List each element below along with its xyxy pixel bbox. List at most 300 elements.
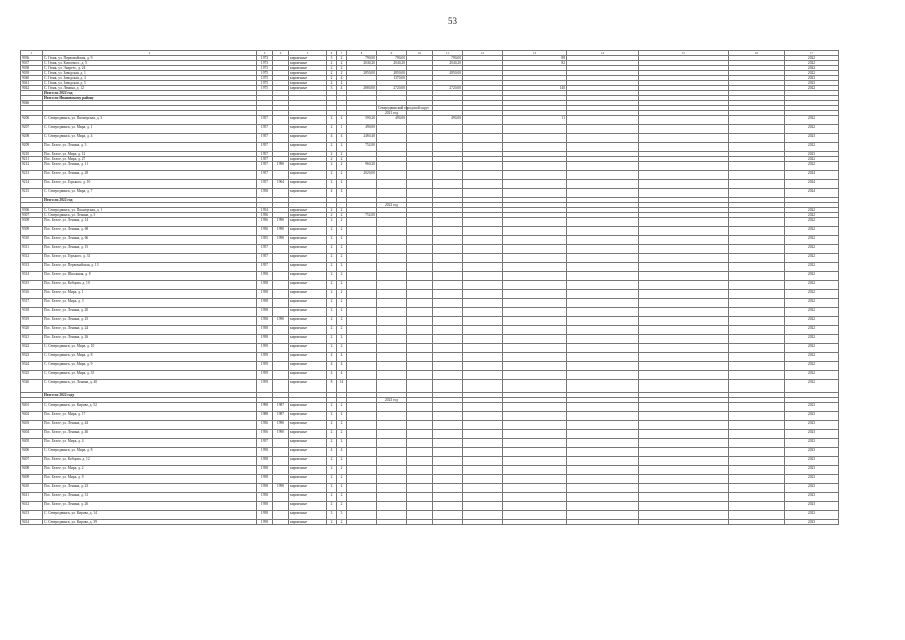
- table-cell: кирпичные: [289, 484, 327, 493]
- table-cell: Пос. Белое, ул. Ленина, д. 20: [43, 308, 257, 317]
- table-cell: [639, 493, 729, 502]
- table-cell: [407, 520, 433, 525]
- table-row: [21, 254, 839, 263]
- table-cell: С. Северодвинск, ул. Мира, д. 9: [43, 362, 257, 371]
- table-cell: 2022: [785, 317, 839, 326]
- table-cell: Пос. Белое, ул. Кобцова, д. 12: [43, 457, 257, 466]
- table-cell: [377, 171, 407, 180]
- table-cell: [503, 317, 567, 326]
- table-cell: [503, 493, 567, 502]
- table-cell: С. Северодвинск, ул. Кирова, д. 14: [43, 511, 257, 520]
- table-cell: Итого по Ивановскому району: [43, 96, 257, 101]
- table-cell: [729, 335, 785, 344]
- table-cell: 2: [337, 475, 347, 484]
- table-cell: Пос. Белое, ул. Мира, д. 9: [43, 475, 257, 484]
- table-cell: [407, 412, 433, 421]
- table-cell: 1959: [257, 353, 273, 362]
- table-cell: Итого по 2022 год: [43, 91, 257, 96]
- table-cell: [433, 245, 463, 254]
- table-cell: [639, 466, 729, 475]
- table-cell: 2: [327, 403, 337, 412]
- table-row: [21, 335, 839, 344]
- table-cell: [463, 484, 503, 493]
- table-cell: 2: [327, 208, 337, 213]
- table-cell: 1973: [257, 56, 273, 61]
- table-cell: [567, 281, 639, 290]
- page-number: 53: [448, 16, 457, 26]
- table-cell: 2: [327, 245, 337, 254]
- table-cell: [273, 290, 289, 299]
- table-cell: [463, 421, 503, 430]
- table-cell: [407, 362, 433, 371]
- table-cell: 2022: [785, 86, 839, 91]
- table-cell: 9325: [21, 371, 43, 380]
- table-cell: [639, 245, 729, 254]
- table-cell: [273, 272, 289, 281]
- table-cell: [407, 448, 433, 457]
- table-cell: [407, 281, 433, 290]
- table-cell: [639, 326, 729, 335]
- table-cell: [273, 171, 289, 180]
- table-cell: 2022: [785, 56, 839, 61]
- table-cell: 1957: [257, 439, 273, 448]
- table-cell: кирпичные: [289, 493, 327, 502]
- table-row: [21, 236, 839, 245]
- table-cell: 1998: [257, 403, 273, 412]
- table-cell: [503, 511, 567, 520]
- table-cell: [729, 466, 785, 475]
- table-cell: Пос. Белое, ул. Кобцова, д. 10: [43, 281, 257, 290]
- table-cell: 2: [337, 71, 347, 76]
- table-cell: [639, 371, 729, 380]
- table-cell: 2: [337, 218, 347, 227]
- table-cell: [503, 448, 567, 457]
- table-cell: кирпичные: [289, 430, 327, 439]
- table-cell: Пос. Белое, ул. Первомайская, д. 13: [43, 263, 257, 272]
- table-cell: С. Северодвинск, ул. Пионерская, д. 1: [43, 208, 257, 213]
- table-cell: [377, 430, 407, 439]
- table-cell: [639, 430, 729, 439]
- table-cell: [567, 171, 639, 180]
- table-cell: кирпичные: [289, 189, 327, 198]
- table-cell: [503, 484, 567, 493]
- table-cell: [503, 134, 567, 143]
- table-cell: [639, 439, 729, 448]
- table-cell: [463, 466, 503, 475]
- table-cell: [503, 344, 567, 353]
- column-number: 12: [463, 51, 503, 56]
- table-cell: [407, 308, 433, 317]
- table-cell: 1957: [257, 125, 273, 134]
- table-cell: 1958: [257, 326, 273, 335]
- table-cell: [639, 281, 729, 290]
- table-cell: [503, 218, 567, 227]
- table-cell: кирпичные: [289, 71, 327, 76]
- table-cell: [377, 218, 407, 227]
- table-cell: 9404: [21, 430, 43, 439]
- table-cell: 490,00: [347, 125, 377, 134]
- table-cell: [567, 412, 639, 421]
- table-cell: 2022: [785, 344, 839, 353]
- table-cell: 4: [337, 371, 347, 380]
- table-cell: [273, 335, 289, 344]
- table-row: [21, 511, 839, 520]
- table-cell: [433, 520, 463, 525]
- table-cell: 1958: [257, 281, 273, 290]
- table-cell: [463, 448, 503, 457]
- table-cell: 9408: [21, 466, 43, 475]
- table-cell: [567, 335, 639, 344]
- table-cell: [503, 162, 567, 171]
- table-cell: [729, 180, 785, 189]
- table-row: [21, 218, 839, 227]
- table-cell: 2: [337, 180, 347, 189]
- table-cell: 2: [337, 162, 347, 171]
- table-cell: [347, 290, 377, 299]
- table-cell: [567, 353, 639, 362]
- table-cell: С. Северодвинск, ул. Пионерская, д. 3: [43, 116, 257, 125]
- table-cell: [729, 520, 785, 525]
- table-cell: 2: [327, 143, 337, 152]
- table-cell: 2: [327, 71, 337, 76]
- table-cell: 1957: [257, 162, 273, 171]
- table-cell: кирпичные: [289, 86, 327, 91]
- table-cell: [729, 457, 785, 466]
- table-cell: [433, 371, 463, 380]
- table-cell: [639, 143, 729, 152]
- table-cell: кирпичные: [289, 116, 327, 125]
- table-cell: 4: [327, 371, 337, 380]
- table-cell: 2022: [785, 236, 839, 245]
- table-cell: 1987: [273, 403, 289, 412]
- table-cell: [729, 281, 785, 290]
- table-cell: 2023 год: [377, 398, 407, 403]
- column-number: 5: [289, 51, 327, 56]
- table-cell: [407, 511, 433, 520]
- column-number: 6: [327, 51, 337, 56]
- table-cell: [273, 254, 289, 263]
- table-cell: С. Гюнк, ул. Энергет., д. 24: [43, 66, 257, 71]
- table-cell: [273, 125, 289, 134]
- table-cell: 4: [337, 189, 347, 198]
- table-cell: 1990: [273, 484, 289, 493]
- table-cell: [639, 380, 729, 393]
- table-cell: [463, 227, 503, 236]
- table-cell: С. Северодвинск, ул. Мира, д. 35: [43, 371, 257, 380]
- table-cell: [729, 143, 785, 152]
- table-cell: 9412: [21, 502, 43, 511]
- table-cell: [347, 180, 377, 189]
- table-cell: 2: [327, 502, 337, 511]
- table-cell: 4: [327, 362, 337, 371]
- table-cell: 9215: [21, 189, 43, 198]
- table-cell: 2022: [785, 245, 839, 254]
- table-cell: С. Северодвинск, ул. Ленина, д. 5: [43, 213, 257, 218]
- table-cell: С. Гюнк, ул. Комсомол., д. 5: [43, 61, 257, 66]
- table-cell: [433, 430, 463, 439]
- table-cell: 2: [337, 254, 347, 263]
- table-cell: [503, 439, 567, 448]
- table-cell: 1956: [257, 213, 273, 218]
- table-cell: [433, 484, 463, 493]
- table-cell: 1958: [257, 272, 273, 281]
- table-row: [21, 439, 839, 448]
- table-cell: [463, 218, 503, 227]
- table-cell: 9324: [21, 362, 43, 371]
- table-cell: [347, 412, 377, 421]
- table-cell: 1956: [257, 227, 273, 236]
- table-cell: 2: [337, 281, 347, 290]
- column-number: 17: [785, 51, 839, 56]
- table-cell: [729, 299, 785, 308]
- table-cell: 2850,00: [433, 71, 463, 76]
- table-cell: [729, 218, 785, 227]
- table-cell: 9039: [21, 71, 43, 76]
- table-cell: [347, 457, 377, 466]
- table-cell: 2: [327, 430, 337, 439]
- column-number: 16: [729, 51, 785, 56]
- table-cell: 2: [337, 66, 347, 71]
- table-cell: [377, 335, 407, 344]
- table-cell: 2: [327, 484, 337, 493]
- table-cell: [567, 484, 639, 493]
- table-cell: [463, 290, 503, 299]
- table-cell: кирпичные: [289, 180, 327, 189]
- table-cell: Пос. Белое, ул. Ленина, д. 28: [43, 171, 257, 180]
- table-cell: 9037: [21, 61, 43, 66]
- table-cell: 9306: [21, 208, 43, 213]
- table-cell: кирпичные: [289, 236, 327, 245]
- table-cell: [273, 493, 289, 502]
- table-cell: [567, 448, 639, 457]
- table-cell: 4: [337, 353, 347, 362]
- table-cell: [347, 466, 377, 475]
- table-row: [21, 317, 839, 326]
- table-cell: [273, 520, 289, 525]
- table-cell: кирпичные: [289, 227, 327, 236]
- column-number: 4: [273, 51, 289, 56]
- table-cell: [729, 484, 785, 493]
- table-cell: [567, 254, 639, 263]
- table-cell: 2022: [785, 71, 839, 76]
- table-cell: [463, 281, 503, 290]
- table-cell: [377, 421, 407, 430]
- table-cell: [639, 502, 729, 511]
- table-cell: [567, 116, 639, 125]
- table-cell: [407, 116, 433, 125]
- table-cell: [567, 134, 639, 143]
- table-cell: 1956: [257, 430, 273, 439]
- table-cell: С. Северодвинск, ул. Мира, д. 8: [43, 448, 257, 457]
- table-cell: 2: [337, 493, 347, 502]
- table-cell: кирпичные: [289, 218, 327, 227]
- table-cell: кирпичные: [289, 439, 327, 448]
- table-cell: [377, 457, 407, 466]
- table-cell: [433, 335, 463, 344]
- table-cell: Пос. Белое, ул. Ленина, д. 44: [43, 421, 257, 430]
- table-cell: [433, 511, 463, 520]
- table-cell: 2024: [785, 171, 839, 180]
- table-cell: [639, 308, 729, 317]
- table-cell: [639, 218, 729, 227]
- table-cell: 9040: [21, 76, 43, 81]
- table-cell: 9406: [21, 448, 43, 457]
- table-cell: [463, 308, 503, 317]
- table-cell: [503, 227, 567, 236]
- table-cell: [347, 299, 377, 308]
- table-cell: 2024: [785, 180, 839, 189]
- table-cell: [433, 134, 463, 143]
- table-cell: [433, 227, 463, 236]
- table-cell: [407, 466, 433, 475]
- table-cell: 2: [327, 317, 337, 326]
- table-cell: [407, 180, 433, 189]
- table-cell: кирпичные: [289, 81, 327, 86]
- table-cell: 2: [337, 152, 347, 157]
- table-cell: 2022: [785, 213, 839, 218]
- table-cell: [377, 439, 407, 448]
- table-cell: 9312: [21, 254, 43, 263]
- table-cell: 1973: [257, 61, 273, 66]
- table-cell: 2: [337, 326, 347, 335]
- table-cell: 2720,00: [433, 86, 463, 91]
- table-cell: 9208: [21, 134, 43, 143]
- table-cell: 2: [327, 457, 337, 466]
- table-cell: [273, 353, 289, 362]
- table-row: [21, 281, 839, 290]
- table-cell: 9411: [21, 493, 43, 502]
- table-cell: 2023: [785, 466, 839, 475]
- table-cell: [377, 263, 407, 272]
- table-cell: [503, 180, 567, 189]
- table-row: [21, 180, 839, 189]
- table-cell: [463, 412, 503, 421]
- table-cell: [377, 326, 407, 335]
- table-cell: 752,00: [347, 213, 377, 218]
- table-cell: [273, 134, 289, 143]
- table-cell: С. Гюнк, ул. Ленина, д. 12: [43, 86, 257, 91]
- table-cell: 2: [337, 61, 347, 66]
- table-cell: 4: [327, 189, 337, 198]
- table-cell: [347, 380, 377, 393]
- table-cell: [639, 290, 729, 299]
- column-number: 15: [639, 51, 729, 56]
- table-cell: [503, 299, 567, 308]
- table-cell: [729, 116, 785, 125]
- table-cell: [377, 353, 407, 362]
- table-cell: 2: [327, 180, 337, 189]
- table-cell: [503, 308, 567, 317]
- table-cell: [377, 475, 407, 484]
- table-cell: 2022: [785, 281, 839, 290]
- table-cell: С. Гюнк, ул. Заводская, д. 5: [43, 81, 257, 86]
- table-cell: 2021 год: [377, 111, 407, 116]
- table-cell: 2: [327, 493, 337, 502]
- table-cell: [463, 116, 503, 125]
- table-cell: 2022: [785, 272, 839, 281]
- table-cell: [639, 171, 729, 180]
- table-cell: 790,00: [347, 56, 377, 61]
- table-cell: [639, 412, 729, 421]
- table-cell: [377, 245, 407, 254]
- table-row: [21, 493, 839, 502]
- table-cell: 1956: [257, 218, 273, 227]
- table-cell: [273, 475, 289, 484]
- table-cell: 9308: [21, 218, 43, 227]
- table-cell: [729, 362, 785, 371]
- table-cell: [567, 317, 639, 326]
- table-row: [21, 189, 839, 198]
- table-cell: [377, 180, 407, 189]
- column-number: 1: [21, 51, 43, 56]
- table-cell: [347, 430, 377, 439]
- table-cell: [567, 520, 639, 525]
- table-cell: 1958: [257, 466, 273, 475]
- table-cell: 9309: [21, 227, 43, 236]
- table-cell: кирпичные: [289, 362, 327, 371]
- column-number: 2: [43, 51, 257, 56]
- table-cell: [567, 308, 639, 317]
- table-cell: С. Северодвинск, ул. Мира, д. 1: [43, 125, 257, 134]
- table-cell: 2: [327, 290, 337, 299]
- table-row: [21, 412, 839, 421]
- table-cell: [377, 344, 407, 353]
- table-cell: С. Гюнк, ул. Первомайская, д. 9: [43, 56, 257, 61]
- table-cell: [639, 344, 729, 353]
- table-cell: 14: [337, 380, 347, 393]
- table-cell: [377, 272, 407, 281]
- table-cell: [639, 116, 729, 125]
- table-cell: [463, 263, 503, 272]
- table-cell: [729, 475, 785, 484]
- table-cell: [377, 189, 407, 198]
- table-cell: 4: [337, 134, 347, 143]
- table-cell: [273, 116, 289, 125]
- table-cell: [729, 430, 785, 439]
- table-cell: [377, 371, 407, 380]
- table-cell: 1957: [257, 245, 273, 254]
- table-cell: 1957: [257, 171, 273, 180]
- table-cell: кирпичные: [289, 511, 327, 520]
- table-row: [21, 245, 839, 254]
- table-cell: [433, 493, 463, 502]
- table-cell: [433, 189, 463, 198]
- column-number: 14: [567, 51, 639, 56]
- table-cell: С. Северодвинск, ул. Мира, д. 4: [43, 134, 257, 143]
- table-cell: Пос. Белое, ул. Ленина, д. 68: [43, 227, 257, 236]
- table-cell: 9401: [21, 403, 43, 412]
- table-cell: [463, 403, 503, 412]
- table-cell: 2: [337, 403, 347, 412]
- table-cell: [273, 362, 289, 371]
- table-cell: [729, 125, 785, 134]
- table-cell: [433, 326, 463, 335]
- table-cell: [463, 502, 503, 511]
- table-cell: 2022: [785, 263, 839, 272]
- table-cell: [463, 493, 503, 502]
- table-cell: 1959: [257, 371, 273, 380]
- table-cell: [639, 335, 729, 344]
- table-cell: кирпичные: [289, 272, 327, 281]
- table-cell: [567, 290, 639, 299]
- table-cell: [273, 299, 289, 308]
- table-cell: кирпичные: [289, 308, 327, 317]
- table-cell: [347, 448, 377, 457]
- table-cell: [503, 281, 567, 290]
- table-cell: 2: [337, 236, 347, 245]
- table-cell: 2: [327, 81, 337, 86]
- table-cell: Северодвинский городской округ: [378, 106, 430, 110]
